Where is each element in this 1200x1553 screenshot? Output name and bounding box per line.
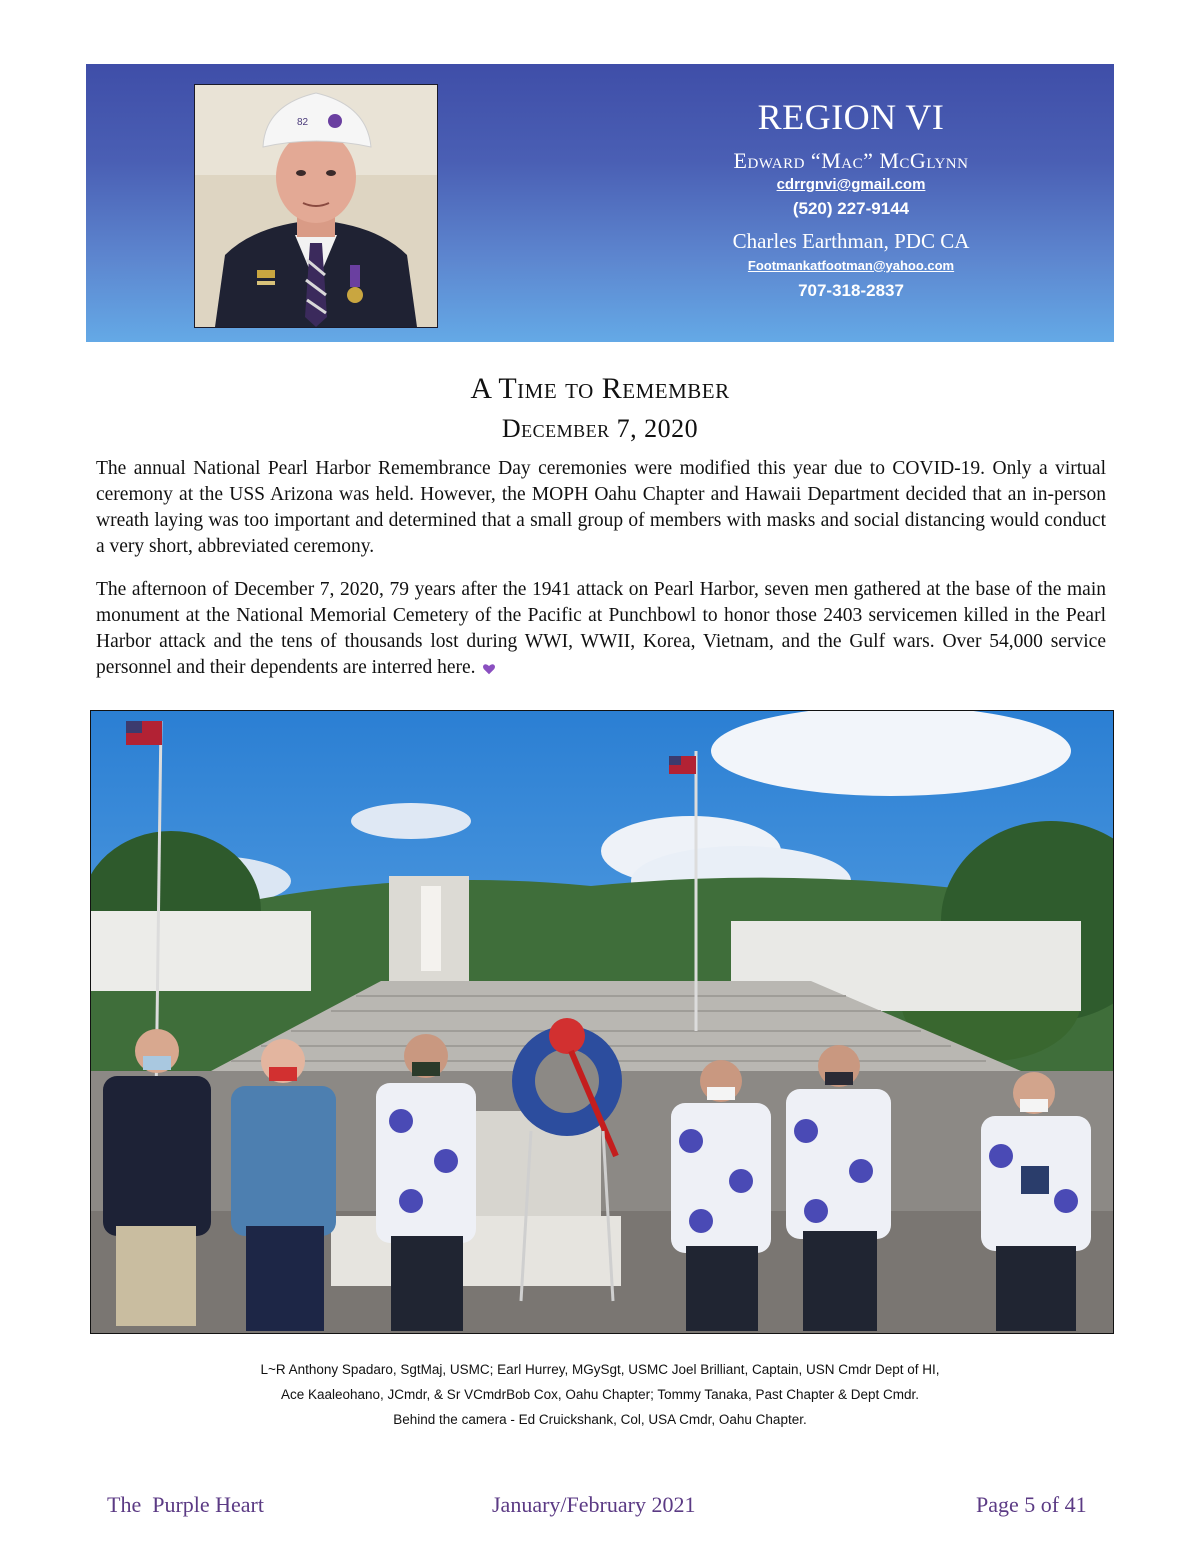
article-paragraph-2-text: The afternoon of December 7, 2020, 79 years after the 1941 attack on Pearl Harbor, seven men gathered at the base of the main monument at the National Memorial Cemetery of the Pacific at Punchbowl to honor those 2403 servicemen killed in the Pearl Harbor attack and the tens of thousands lost during WWI, WWII, Korea, Vietnam, and the Gulf wars. Over 54,000 service personnel and their dependents are interred here. [96,579,1106,678]
article-paragraph-2 [96,577,1106,681]
caption-line-1: L~R Anthony Spadaro, SgtMaj, USMC; Earl Hurrey, MGySgt, USMC Joel Brilliant, Captain, USN Cmdr Dept of HI, [260,1362,940,1377]
caption-line-2: Ace Kaaleohano, JCmdr, & Sr VCmdrBob Cox, Oahu Chapter; Tommy Tanaka, Past Chapter & Dept Cmdr. [280,1387,920,1402]
article-title: A Time to Remember [470,372,730,405]
article-paragraph-1: The annual National Pearl Harbor Remembrance Day ceremonies were modified this year due to COVID-19. Only a virtual ceremony at the USS Arizona was held. However, the MOPH Oahu Chapter and Hawaii Department decided that an in-person wreath laying was too important and determined that a small group of members with masks and social distancing would conduct a very short, abbreviated ceremony. [96,458,1106,557]
footer-page-number: Page 5 of 41 [976,1492,1087,1517]
footer-issue-date: January/February 2021 [492,1492,696,1517]
region-title: REGION VI [757,97,945,137]
second-contact-name: Charles Earthman, PDC CA [732,228,970,253]
footer-publication-name: The Purple Heart [107,1492,264,1517]
commander-phone: (520) 227-9144 [792,198,910,218]
ceremony-photo-illustration [91,711,1113,1333]
commander-portrait-photo [194,84,438,328]
region-contact-block [646,94,1056,301]
second-contact-email-link[interactable]: Footmankatfootman@yahoo.com [747,257,955,273]
commander-name: Edward “Mac” McGlynn [733,147,969,173]
purple-heart-icon [482,662,496,676]
ceremony-group-photo [90,710,1114,1334]
commander-email-link[interactable]: cdrrgnvi@gmail.com [776,175,926,193]
second-contact-phone: 707-318-2837 [798,280,904,300]
portrait-illustration [195,85,437,327]
caption-line-3: Behind the camera - Ed Cruickshank, Col, USA Cmdr, Oahu Chapter. [393,1412,807,1427]
article-date: December 7, 2020 [501,414,699,443]
region-header-banner [86,64,1114,342]
svg-text:82: 82 [297,117,309,128]
photo-caption [0,1357,1200,1432]
